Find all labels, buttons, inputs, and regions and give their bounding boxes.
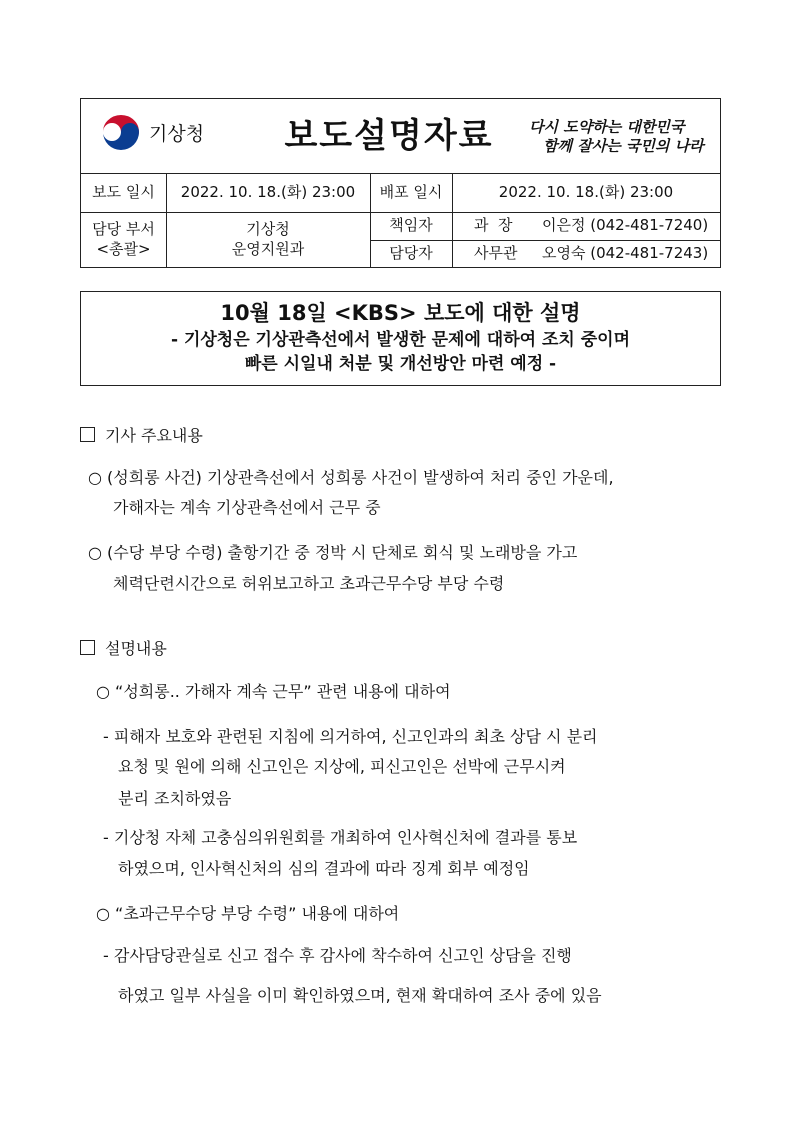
responsible-contact: 이은정 (042-481-7240) — [542, 216, 709, 235]
body-line: 하였고 일부 사실을 이미 확인하였으며, 현재 확대하여 조사 중에 있음 — [118, 986, 602, 1005]
body-line: - 감사담당관실로 신고 접수 후 감사에 착수하여 신고인 상담을 진행 — [103, 946, 572, 965]
department-label-line: <총괄> — [96, 239, 151, 258]
checkbox-square-icon — [80, 427, 95, 442]
body-line: 체력단련시간으로 허위보고하고 초과근무수당 부당 수령 — [113, 574, 505, 593]
headline-box — [80, 291, 721, 386]
department-line: 기상청 — [246, 220, 290, 238]
responsible-value — [452, 212, 720, 240]
responsible-label: 책임자 — [389, 216, 433, 235]
section-heading-text: 설명내용 — [105, 639, 167, 658]
body-line: ○ (성희롱 사건) 기상관측선에서 성희롱 사건이 발생하여 처리 중인 가운데, — [88, 468, 614, 487]
body-line: - 기상청 자체 고충심의위원회를 개최하여 인사혁신처에 결과를 통보 — [103, 828, 578, 847]
department-label-line: 담당 부서 — [92, 220, 155, 238]
taegeuk-logo-icon — [99, 112, 143, 156]
agency-logo — [99, 109, 259, 159]
body-line: 하였으며, 인사혁신처의 심의 결과에 따라 징계 회부 예정임 — [118, 859, 530, 878]
release-value: 2022. 10. 18.(화) 23:00 — [180, 182, 356, 201]
slogan-line: 다시 도약하는 대한민국 — [529, 118, 685, 137]
agency-name: 기상청 — [149, 122, 205, 145]
checkbox-square-icon — [80, 640, 95, 655]
department-value — [166, 212, 370, 267]
release-label: 보도 일시 — [92, 182, 155, 201]
headline-title: 10월 18일 <KBS> 보도에 대한 설명 — [220, 301, 581, 326]
body-line: - 피해자 보호와 관련된 지침에 의거하여, 신고인과의 최초 상담 시 분리 — [103, 727, 598, 746]
sub-heading: ○ “성희롱.. 가해자 계속 근무” 관련 내용에 대하여 — [96, 682, 451, 701]
headline-subtitle: 빠른 시일내 처분 및 개선방안 마련 예정 - — [244, 354, 557, 375]
distribution-label: 배포 일시 — [379, 182, 443, 201]
body-line: 요청 및 원에 의해 신고인은 지상에, 피신고인은 선박에 근무시켜 — [118, 757, 566, 776]
slogan-line: 함께 잘사는 국민의 나라 — [543, 137, 704, 155]
department-line: 운영지원과 — [231, 239, 305, 258]
body-line: 가해자는 계속 기상관측선에서 근무 중 — [113, 498, 381, 517]
slogan — [529, 113, 714, 161]
body-line: 분리 조치하였음 — [118, 789, 232, 808]
responsible-title: 과 장 — [474, 216, 513, 235]
headline-subtitle: - 기상청은 기상관측선에서 발생한 문제에 대하여 조치 중이며 — [170, 329, 631, 350]
section-heading-text: 기사 주요내용 — [105, 426, 203, 445]
department-label — [81, 212, 166, 267]
document-type-title: 보도설명자료 — [284, 115, 494, 156]
header-table — [80, 98, 721, 268]
distribution-value: 2022. 10. 18.(화) 23:00 — [498, 182, 674, 201]
contact-person: 오영숙 (042-481-7243) — [542, 243, 709, 262]
contact-title: 사무관 — [474, 243, 518, 262]
contact-label: 담당자 — [389, 243, 433, 262]
body-line: ○ (수당 부당 수령) 출항기간 중 정박 시 단체로 회식 및 노래방을 가고 — [88, 543, 578, 562]
section-heading — [80, 640, 167, 657]
contact-value — [452, 240, 720, 267]
sub-heading: ○ “초과근무수당 부당 수령” 내용에 대하여 — [96, 904, 400, 923]
section-heading — [80, 427, 203, 444]
